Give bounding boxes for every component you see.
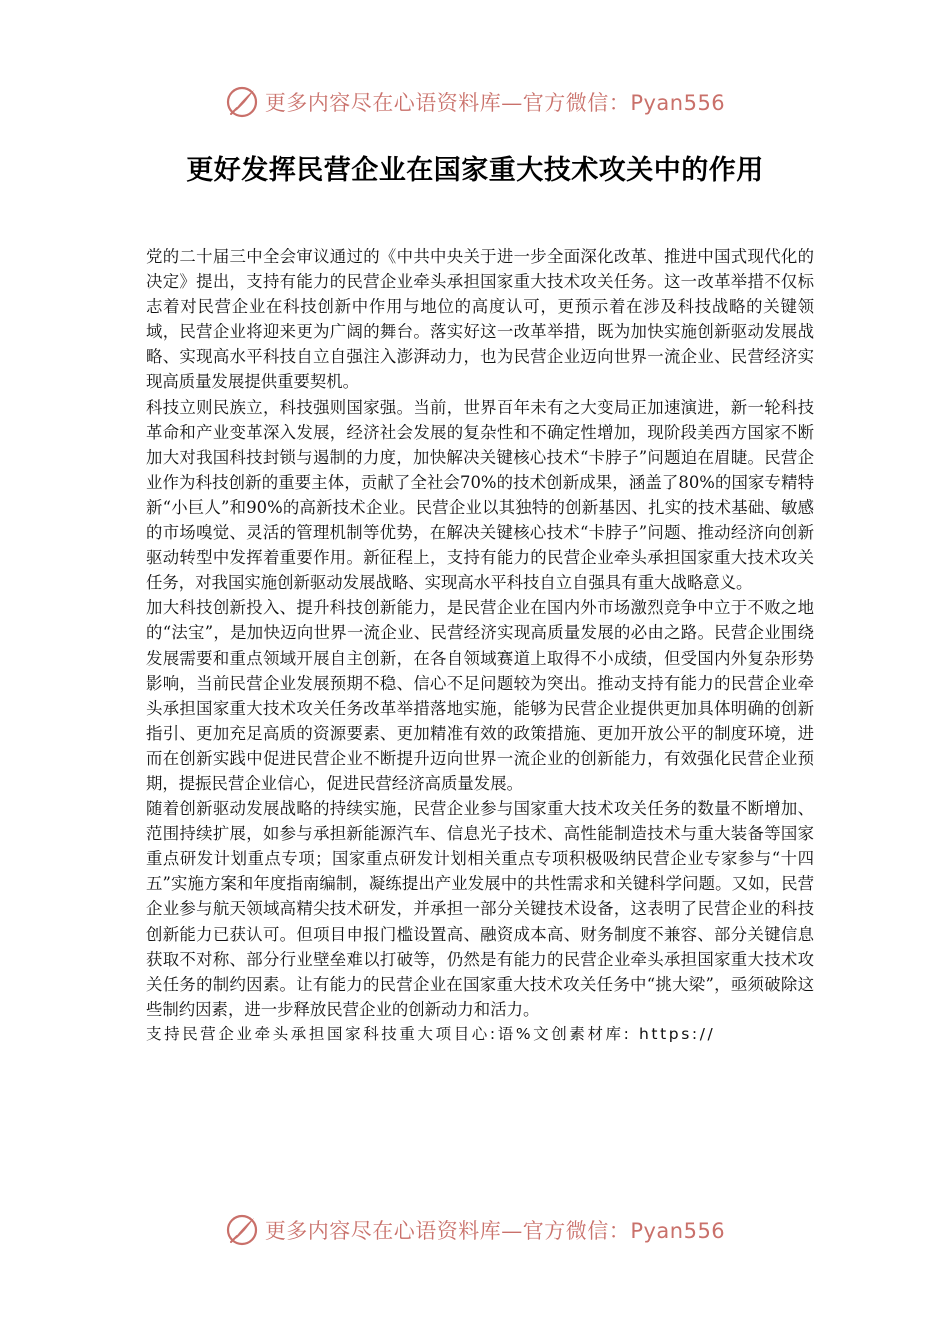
quill-logo-icon	[225, 85, 259, 119]
watermark-banner-top	[0, 82, 950, 122]
paragraph-3: 加大科技创新投入、提升科技创新能力，是民营企业在国内外市场激烈竞争中立于不败之地的“法宝”，是加快迈向世界一流企业、民营经济实现高质量发展的必由之路。民营企业围绕发展需要和重点领域开展自主创新，在各自领域赛道上取得不小成绩，但受国内外复杂形势影响，当前民营企业发展预期不稳、信心不足问题较为突出。推动支持有能力的民营企业牵头承担国家重大技术攻关任务改革举措落地实施，能够为民营企业提供更加具体明确的创新指引、更加充足高质的资源要素、更加精准有效的政策措施、更加开放公平的制度环境，进而在创新实践中促进民营企业不断提升迈向世界一流企业的创新能力，有效强化民营企业预期，提振民营企业信心，促进民营经济高质量发展。	[146, 598, 814, 793]
page-title: 更好发挥民营企业在国家重大技术攻关中的作用	[186, 155, 764, 186]
article-body	[146, 244, 814, 1047]
paragraph-1: 党的二十届三中全会审议通过的《中共中央关于进一步全面深化改革、推进中国式现代化的决定》提出，支持有能力的民营企业牵头承担国家重大技术攻关任务。这一改革举措不仅标志着对民营企业在科技创新中作用与地位的高度认可，更预示着在涉及科技战略的关键领域，民营企业将迎来更为广阔的舞台。落实好这一改革举措，既为加快实施创新驱动发展战略、实现高水平科技自立自强注入澎湃动力，也为民营企业迈向世界一流企业、民营经济实现高质量发展提供重要契机。	[146, 247, 814, 392]
watermark-banner-bottom	[0, 1210, 950, 1250]
quill-logo-icon	[225, 1213, 259, 1247]
paragraph-4: 随着创新驱动发展战略的持续实施，民营企业参与国家重大技术攻关任务的数量不断增加、范围持续扩展，如参与承担新能源汽车、信息光子技术、高性能制造技术与重大装备等国家重点研发计划重点专项；国家重点研发计划相关重点专项积极吸纳民营企业专家参与“十四五”实施方案和年度指南编制，凝练提出产业发展中的共性需求和关键科学问题。又如，民营企业参与航天领域高精尖技术研发，并承担一部分关键技术设备，这表明了民营企业的科技创新能力已获认可。但项目申报门槛设置高、融资成本高、财务制度不兼容、部分关键信息获取不对称、部分行业壁垒难以打破等，仍然是有能力的民营企业牵头承担国家重大技术攻关任务的制约因素。让有能力的民营企业在国家重大技术攻关任务中“挑大梁”，亟须破除这些制约因素，进一步释放民营企业的创新动力和活力。	[146, 799, 814, 1019]
watermark-text: 更多内容尽在心语资料库—官方微信：Pyan556	[264, 91, 726, 115]
paragraph-2: 科技立则民族立，科技强则国家强。当前，世界百年未有之大变局正加速演进，新一轮科技革命和产业变革深入发展，经济社会发展的复杂性和不确定性增加，现阶段美西方国家不断加大对我国科技封锁与遏制的力度，加快解决关键核心技术“卡脖子”问题迫在眉睫。民营企业作为科技创新的重要主体，贡献了全社会70%的技术创新成果，涵盖了80%的国家专精特新“小巨人”和90%的高新技术企业。民营企业以其独特的创新基因、扎实的技术基础、敏感的市场嗅觉、灵活的管理机制等优势，在解决关键核心技术“卡脖子”问题、推动经济向创新驱动转型中发挥着重要作用。新征程上，支持有能力的民营企业牵头承担国家重大技术攻关任务，对我国实施创新驱动发展战略、实现高水平科技自立自强具有重大战略意义。	[146, 397, 814, 593]
source-footer-line: 支持民营企业牵头承担国家科技重大项目心:语%文创素材库: https://	[146, 1024, 716, 1043]
watermark-text: 更多内容尽在心语资料库—官方微信：Pyan556	[264, 1219, 726, 1243]
